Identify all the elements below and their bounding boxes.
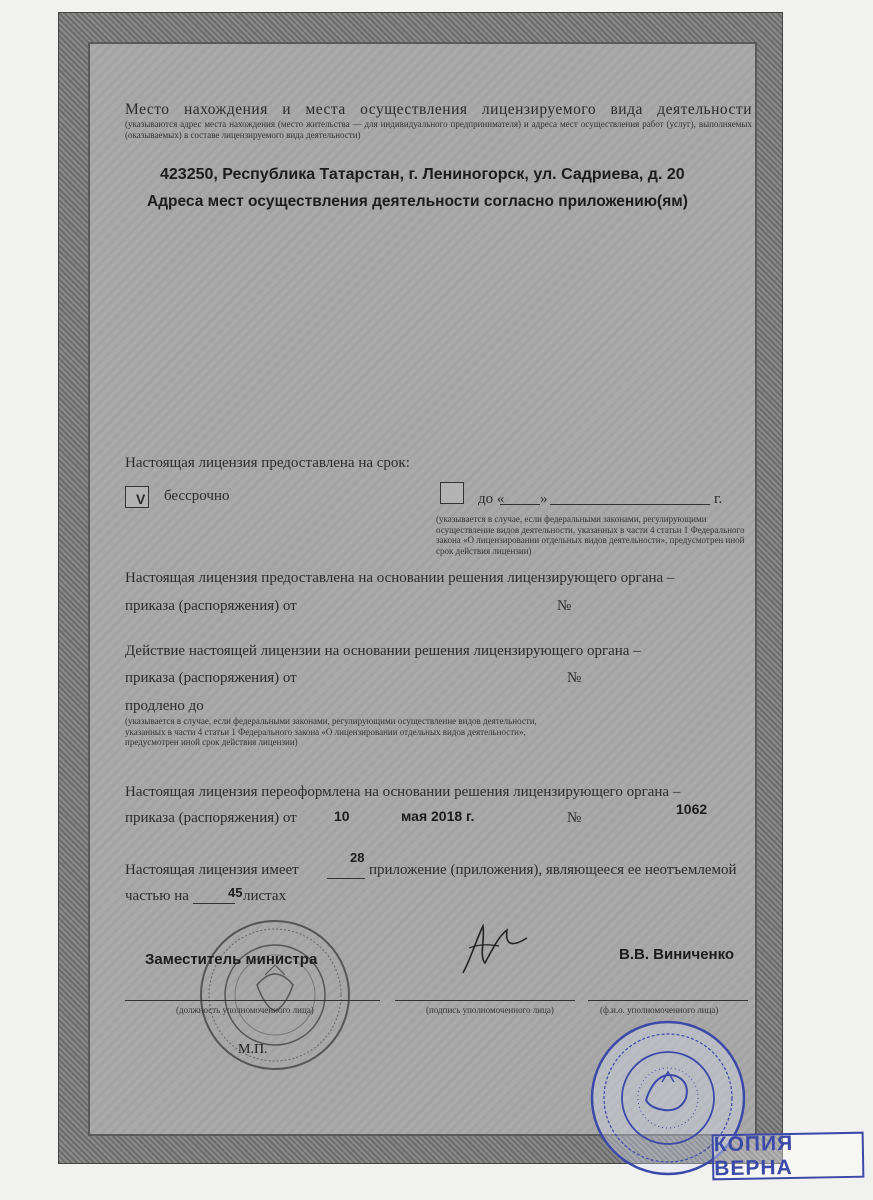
unlimited-checkbox: [125, 486, 149, 508]
unlimited-label: бессрочно: [164, 488, 230, 504]
appendix-count: 28: [350, 850, 365, 865]
appendix-line2-end: листах: [243, 888, 287, 904]
extension-line1: Действие настоящей лицензии на основании решения лицензирующего органа –: [125, 643, 641, 659]
sign-caption: (подпись уполномоченного лица): [426, 1005, 554, 1015]
basis-line1: Настоящая лицензия предоставлена на основании решения лицензирующего органа –: [125, 570, 675, 586]
appendix-line1-end: приложение (приложения), являющееся ее неотъемлемой: [369, 862, 737, 878]
header-note: (указываются адрес места нахождения (место жительства — для индивидуального предпринимателя) и адреса мест осуществления работ (услуг), выполняемых (оказываемых) в составе лицензируемого вида деятельности): [125, 119, 752, 140]
copy-certified-stamp: КОПИЯ ВЕРНА: [712, 1132, 865, 1181]
appendix-count-line: [327, 878, 365, 879]
appendix-line1-start: Настоящая лицензия имеет: [125, 862, 299, 878]
until-day-line: [500, 504, 540, 505]
extended-until: продлено до: [125, 698, 204, 714]
reissue-number-sign: №: [567, 810, 582, 826]
reissue-month-year: мая 2018 г.: [401, 808, 475, 824]
basis-number-sign: №: [557, 598, 572, 614]
sign-line: [395, 1000, 575, 1001]
position-caption: (должность уполномоченного лица): [176, 1005, 314, 1015]
main-address: 423250, Республика Татарстан, г. Лениногорск, ул. Садриева, д. 20: [160, 166, 685, 183]
extension-line2: приказа (распоряжения) от: [125, 670, 297, 686]
official-seal-icon: [195, 915, 355, 1075]
appendix-sheets-line: [193, 903, 235, 904]
until-label: до «: [478, 491, 505, 507]
signer-position: Заместитель министра: [145, 951, 318, 968]
seal-label: М.П.: [238, 1042, 268, 1057]
name-caption: (ф.и.о. уполномоченного лица): [600, 1005, 719, 1015]
term-title: Настоящая лицензия предоставлена на срок:: [125, 455, 410, 471]
reissue-line2: приказа (распоряжения) от: [125, 810, 297, 826]
places-address: Адреса мест осуществления деятельности согласно приложению(ям): [147, 193, 688, 210]
name-line: [588, 1000, 748, 1001]
until-close: »: [540, 491, 548, 507]
until-month-line: [550, 504, 710, 505]
extension-note: (указывается в случае, если федеральными законами, регулирующими осуществление видов деятельности, указанных в части 4 статьи 1 Федерального закона «О лицензировании отдельных видов деятельности», предусмотрен иной срок действия лицензии): [125, 716, 537, 747]
basis-line2: приказа (распоряжения) от: [125, 598, 297, 614]
term-note: (указывается в случае, если федеральными законами, регулирующими осуществление видов деятельности, указанных в части 4 статьи 1 Федерального закона «О лицензировании отдельных видов деятельности», предусмотрен иной срок действия лицензии): [436, 514, 745, 556]
position-line: [125, 1000, 380, 1001]
reissue-line1: Настоящая лицензия переоформлена на основании решения лицензирующего органа –: [125, 784, 681, 800]
until-checkbox: [440, 482, 464, 504]
appendix-sheets: 45: [228, 885, 243, 900]
extension-number-sign: №: [567, 670, 582, 686]
check-mark: V: [136, 491, 146, 507]
reissue-number: 1062: [676, 801, 708, 817]
reissue-day: 10: [334, 808, 350, 824]
appendix-line2-start: частью на: [125, 888, 189, 904]
signer-name: В.В. Виниченко: [619, 946, 735, 963]
header-title: Место нахождения и места осуществления лицензируемого вида деятельности: [125, 101, 752, 118]
year-suffix: г.: [714, 491, 723, 507]
handwritten-signature-icon: [455, 918, 535, 978]
